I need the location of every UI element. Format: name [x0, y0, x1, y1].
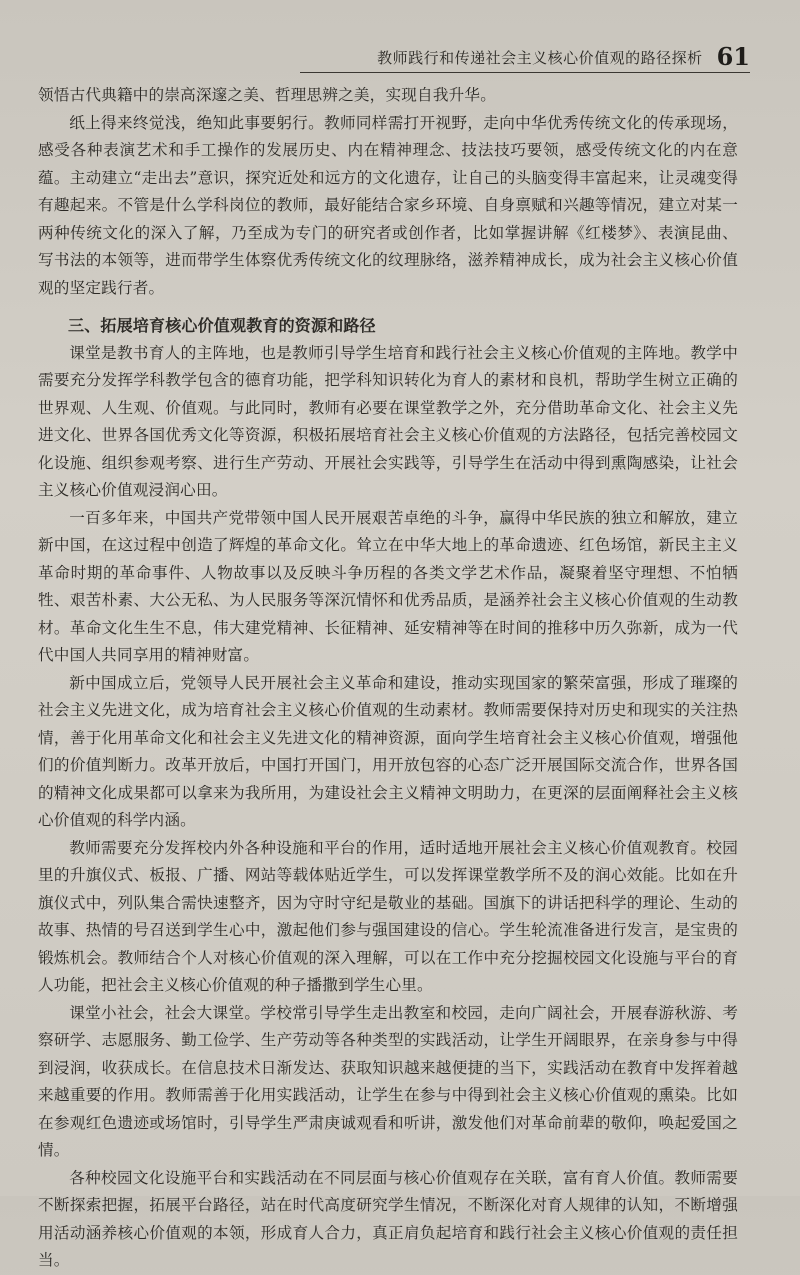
- paragraph: 一百多年来，中国共产党带领中国人民开展艰苦卓绝的斗争，赢得中华民族的独立和解放，建立新中国，在这过程中创造了辉煌的革命文化。耸立在中华大地上的革命遗迹、红色场馆，新民主主义革命时期的革命事件、人物故事以及反映斗争历程的各类文学艺术作品，凝聚着坚守理想、不怕牺牲、艰苦朴素、大公无私、为人民服务等深沉情怀和优秀品质，是涵养社会主义核心价值观的生动教材。革命文化生生不息，伟大建党精神、长征精神、延安精神等在时间的推移中历久弥新，成为一代代中国人共同享用的精神财富。: [38, 508, 738, 664]
- paragraph: 教师需要充分发挥校内外各种设施和平台的作用，适时适地开展社会主义核心价值观教育。校园里的升旗仪式、板报、广播、网站等载体贴近学生，可以发挥课堂教学所不及的润心效能。比如在升旗仪式中，列队集合需快速整齐，因为守时守纪是敬业的基础。国旗下的讲话把科学的理论、生动的故事、热情的号召送到学生心中，激起他们参与强国建设的信心。学生轮流准备进行发言，是宝贵的锻炼机会。教师结合个人对核心价值观的深入理解，可以在工作中充分挖掘校园文化设施与平台的育人功能，把社会主义核心价值观的种子播撒到学生心里。: [38, 838, 738, 994]
- header-title: 教师践行和传递社会主义核心价值观的路径探析: [377, 49, 703, 67]
- paragraph: 纸上得来终觉浅，绝知此事要躬行。教师同样需打开视野，走向中华优秀传统文化的传承现场，感受各种表演艺术和手工操作的发展历史、内在精神理念、技法技巧要领，感受传统文化的内在意蕴。主动建立“走出去”意识，探究近处和远方的文化遗存，让自己的头脑变得丰富起来，让灵魂变得有趣起来。不管是什么学科岗位的教师，最好能结合家乡环境、自身禀赋和兴趣等情况，建立对某一两种传统文化的深入了解，乃至成为专门的研究者或创作者，比如掌握讲解《红楼梦》、表演昆曲、写书法的本领等，进而带学生体察优秀传统文化的纹理脉络，滋养精神成长，成为社会主义核心价值观的坚定践行者。: [38, 113, 738, 297]
- paragraph: 领悟古代典籍中的崇高深邃之美、哲理思辨之美，实现自我升华。: [38, 86, 497, 104]
- paragraph: 各种校园文化设施平台和实践活动在不同层面与核心价值观存在关联，富有育人价值。教师需要不断探索把握，拓展平台路径，站在时代高度研究学生情况，不断深化对育人规律的认知，不断增强用活动涵养核心价值观的本领，形成育人合力，真正肩负起培育和践行社会主义核心价值观的责任担当。: [38, 1168, 738, 1269]
- running-header: [300, 44, 750, 73]
- paragraph: 课堂是教书育人的主阵地，也是教师引导学生培育和践行社会主义核心价值观的主阵地。教学中需要充分发挥学科教学包含的德育功能，把学科知识转化为育人的素材和良机，帮助学生树立正确的世界观、人生观、价值观。与此同时，教师有必要在课堂教学之外，充分借助革命文化、社会主义先进文化、世界各国优秀文化等资源，积极拓展培育社会主义核心价值观的方法路径，包括完善校园文化设施、组织参观考察、进行生产劳动、开展社会实践等，引导学生在活动中得到熏陶感染，让社会主义核心价值观浸润心田。: [38, 343, 738, 499]
- section-heading: 三、拓展培育核心价值观教育的资源和路径: [68, 316, 376, 335]
- page-body: [38, 82, 738, 1275]
- paragraph: 课堂小社会，社会大课堂。学校常引导学生走出教室和校园，走向广阔社会，开展春游秋游、考察研学、志愿服务、勤工俭学、生产劳动等各种类型的实践活动，让学生开阔眼界，在亲身参与中得到浸润，收获成长。在信息技术日渐发达、获取知识越来越便捷的当下，实践活动在教育中发挥着越来越重要的作用。教师需善于化用实践活动，让学生在参与中得到社会主义核心价值观的熏染。比如在参观红色遗迹或场馆时，引导学生严肃庚诚观看和听讲，激发他们对革命前辈的敬仰，唤起爱国之情。: [38, 1003, 738, 1159]
- paragraph: 新中国成立后，党领导人民开展社会主义革命和建设，推动实现国家的繁荣富强，形成了璀璨的社会主义先进文化，成为培育社会主义核心价值观的生动素材。教师需要保持对历史和现实的关注热情，善于化用革命文化和社会主义先进文化的精神资源，面向学生培育社会主义核心价值观，增强他们的价值判断力。改革开放后，中国打开国门，用开放包容的心态广泛开展国际交流合作，世界各国的精神文化成果都可以拿来为我所用，为建设社会主义精神文明助力，在更深的层面阐释社会主义核心价值观的科学内涵。: [38, 673, 738, 829]
- page-number: 61: [716, 42, 750, 71]
